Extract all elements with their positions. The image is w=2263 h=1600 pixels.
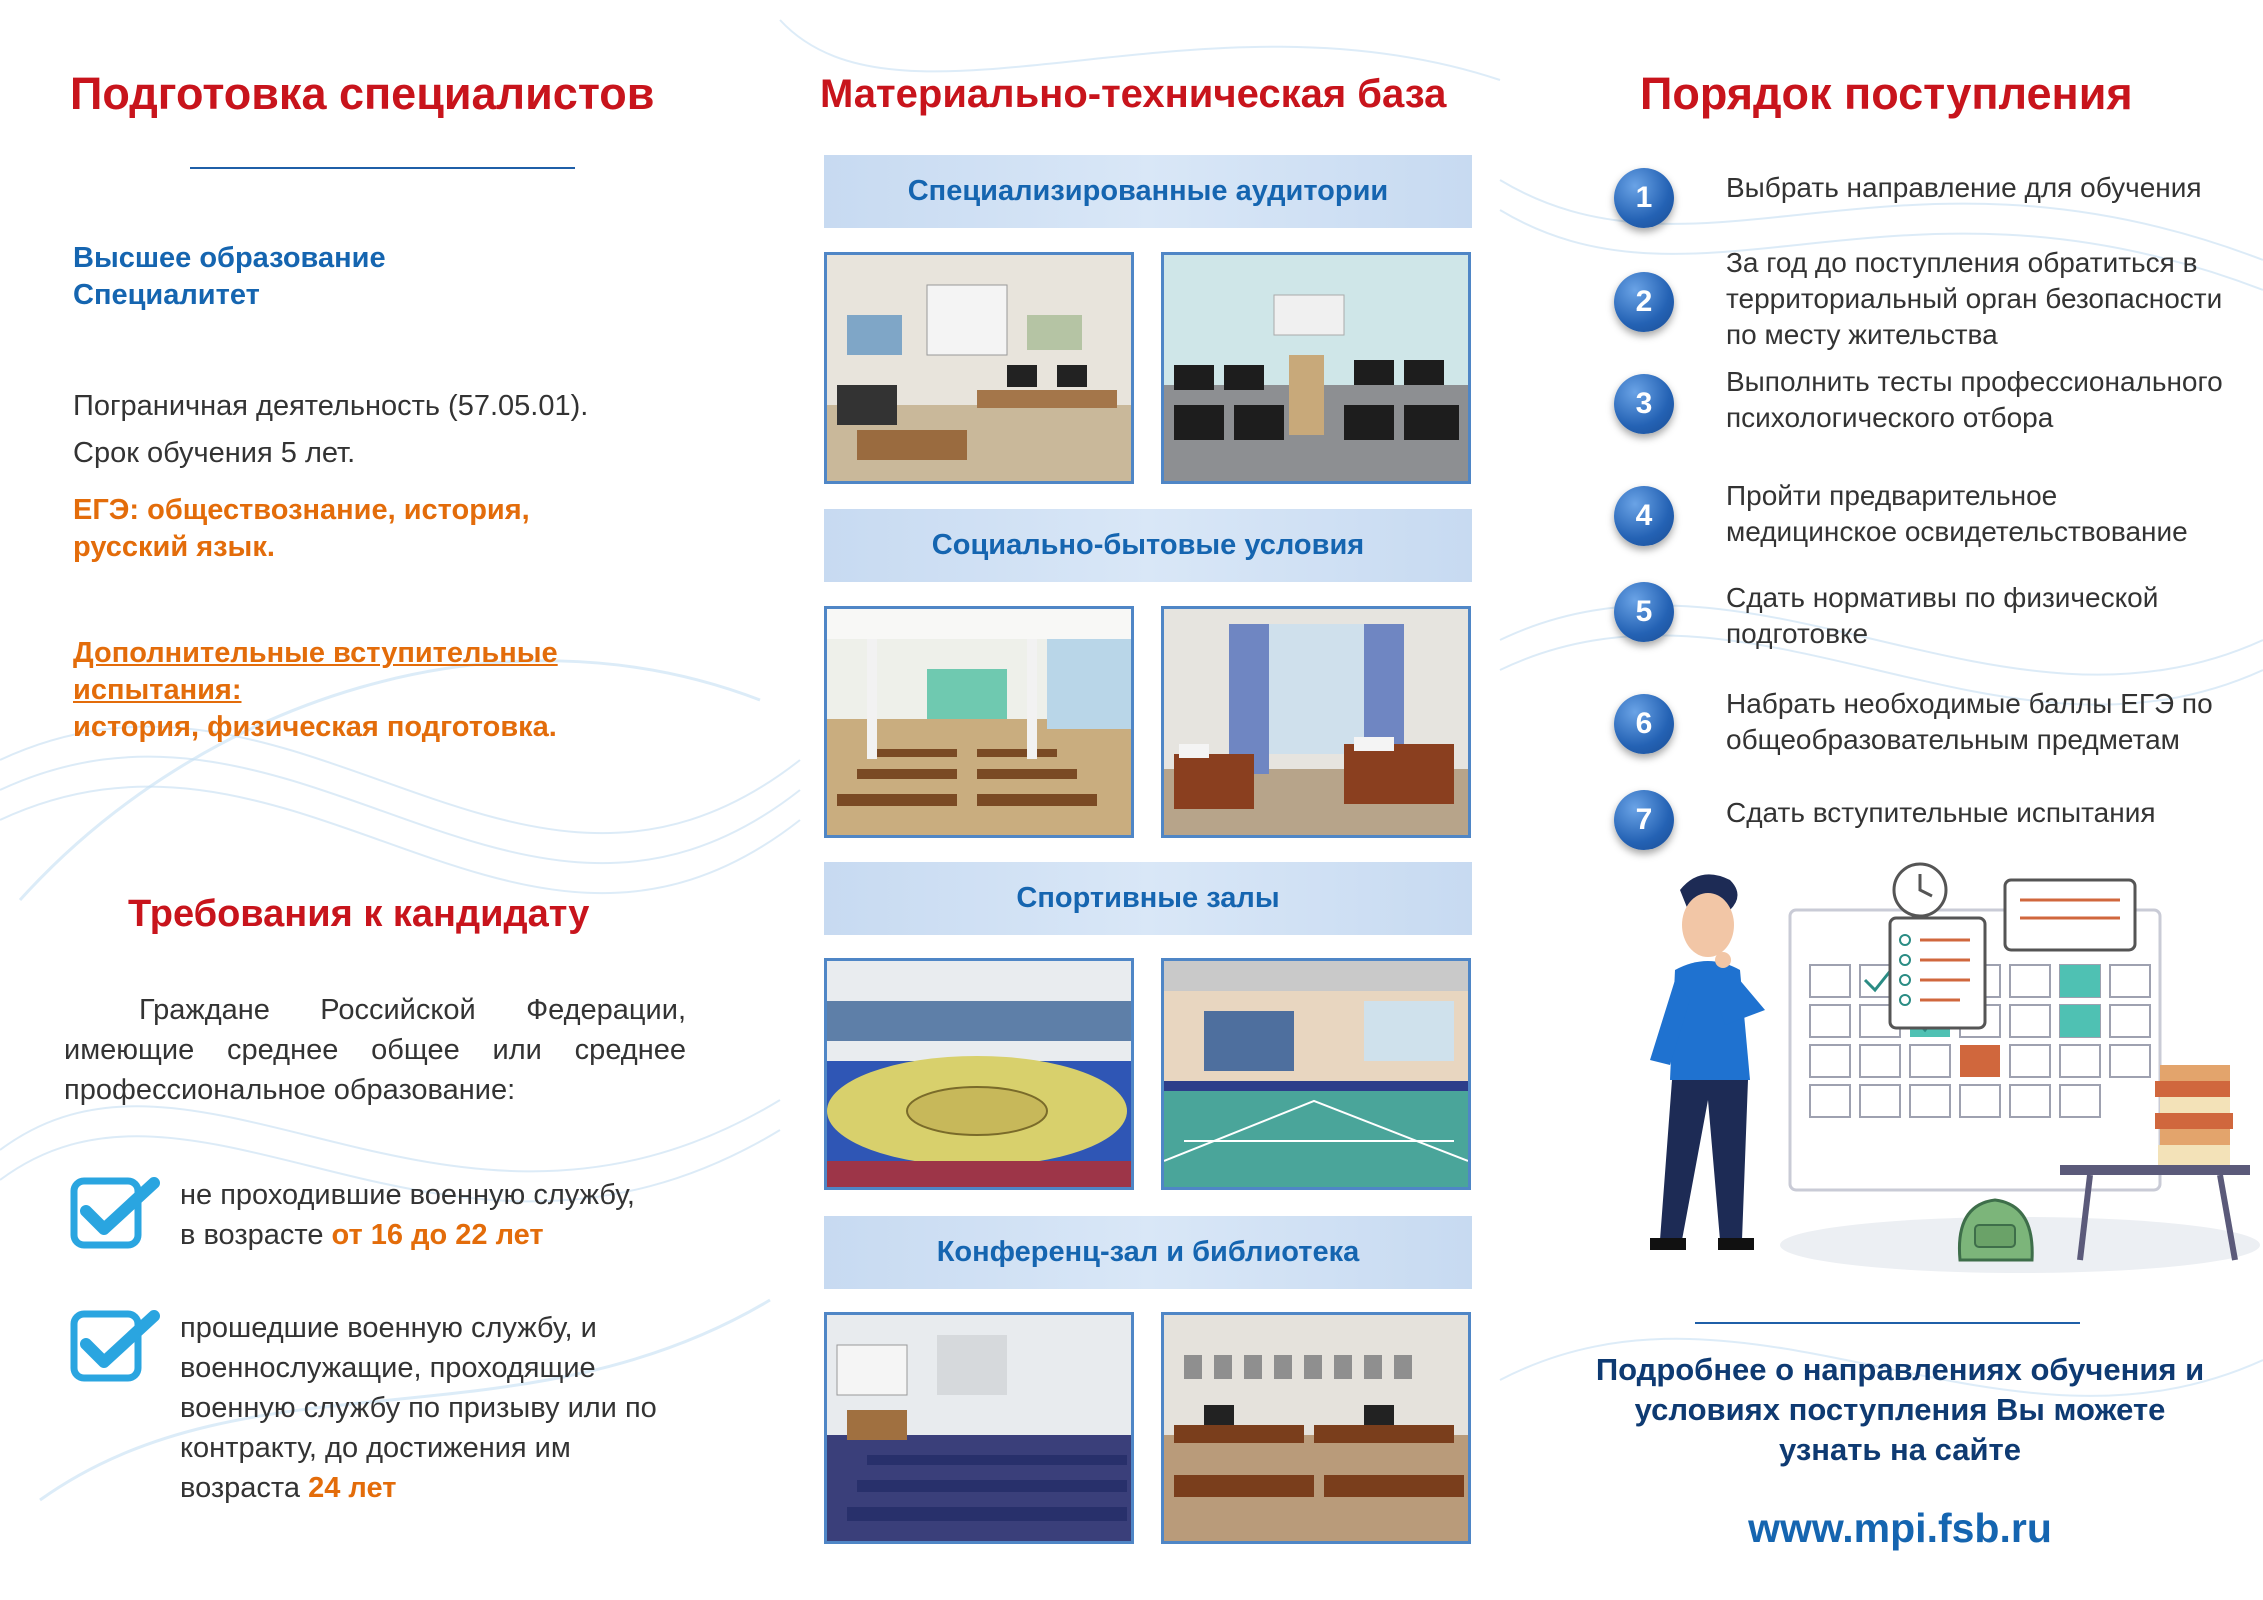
classroom-photo-1 xyxy=(824,252,1134,484)
website-link[interactable]: www.mpi.fsb.ru xyxy=(1748,1505,2052,1551)
section-header-sports: Спортивные залы xyxy=(824,862,1472,935)
program-info xyxy=(73,383,588,477)
gym-photo xyxy=(1161,958,1471,1190)
more-info-text: Подробнее о направлениях обучения и условиях поступления Вы можете узнать на сайте xyxy=(1595,1352,2205,1467)
requirement-text: не проходившие военную службу, xyxy=(180,1179,635,1211)
section-header-conference: Конференц-зал и библиотека xyxy=(824,1216,1472,1289)
section-header-classrooms: Специализированные аудитории xyxy=(824,155,1472,228)
classroom-photo-2 xyxy=(1161,252,1471,484)
step-text: Выполнить тесты профессионального психологического отбора xyxy=(1726,366,2223,433)
requirement-age-prefix: в возрасте xyxy=(180,1219,332,1251)
right-column xyxy=(1540,0,2263,1600)
extra-exams-subjects: история, физическая подготовка. xyxy=(73,711,557,743)
middle-column xyxy=(800,0,1520,1600)
step-text: Набрать необходимые баллы ЕГЭ по общеобразовательным предметам xyxy=(1726,688,2213,755)
step-text: Сдать вступительные испытания xyxy=(1726,797,2156,828)
program-name: Пограничная деятельность (57.05.01). xyxy=(73,390,589,422)
ege-subjects: ЕГЭ: обществознание, история, русский язык. xyxy=(73,494,530,563)
step-text: За год до поступления обратиться в территориальный орган безопасности по месту жительства xyxy=(1726,247,2223,350)
requirement-age-limit: 24 лет xyxy=(308,1472,397,1504)
section-header-living: Социально-бытовые условия xyxy=(824,509,1472,582)
requirements-title: Требования к кандидату xyxy=(128,893,590,935)
step-number: 7 xyxy=(1614,790,1674,850)
step-text: Пройти предварительное медицинское освидетельствование xyxy=(1726,480,2188,547)
education-block xyxy=(73,240,386,314)
student-calendar-illustration xyxy=(1620,860,2260,1280)
step-text: Сдать нормативы по физической подготовке xyxy=(1726,582,2159,649)
checkbox-checked-icon xyxy=(70,1308,162,1386)
step-number: 3 xyxy=(1614,374,1674,434)
study-duration: Срок обучения 5 лет. xyxy=(73,437,356,469)
step-number: 4 xyxy=(1614,486,1674,546)
title-divider xyxy=(190,167,575,169)
degree-type: Специалитет xyxy=(73,279,260,311)
canteen-photo xyxy=(824,606,1134,838)
facilities-title: Материально-техническая база xyxy=(820,72,1447,116)
step-number: 6 xyxy=(1614,694,1674,754)
requirement-age-range: от 16 до 22 лет xyxy=(331,1219,544,1251)
step-number: 2 xyxy=(1614,272,1674,332)
checkbox-checked-icon xyxy=(70,1175,162,1253)
wrestling-hall-photo xyxy=(824,958,1134,1190)
requirement-text: прошедшие военную службу, и военнослужащие, проходящие военную службу по призыву или по контракту, до достижения им возраста xyxy=(180,1312,657,1504)
library-photo xyxy=(1161,1312,1471,1544)
extra-exams xyxy=(73,635,693,746)
extra-exams-title: Дополнительные вступительные испытания: xyxy=(73,637,558,706)
step-number: 5 xyxy=(1614,582,1674,642)
dormitory-photo xyxy=(1161,606,1471,838)
step-number: 1 xyxy=(1614,168,1674,228)
training-title: Подготовка специалистов xyxy=(70,68,655,119)
step-text: Выбрать направление для обучения xyxy=(1726,172,2202,203)
requirements-intro: Граждане Российской Федерации, имеющие среднее общее или среднее профессиональное образование: xyxy=(64,994,686,1106)
admission-title: Порядок поступления xyxy=(1640,68,2133,119)
conference-hall-photo xyxy=(824,1312,1134,1544)
left-column xyxy=(0,0,760,1600)
education-level: Высшее образование xyxy=(73,242,386,274)
info-divider xyxy=(1695,1322,2080,1324)
